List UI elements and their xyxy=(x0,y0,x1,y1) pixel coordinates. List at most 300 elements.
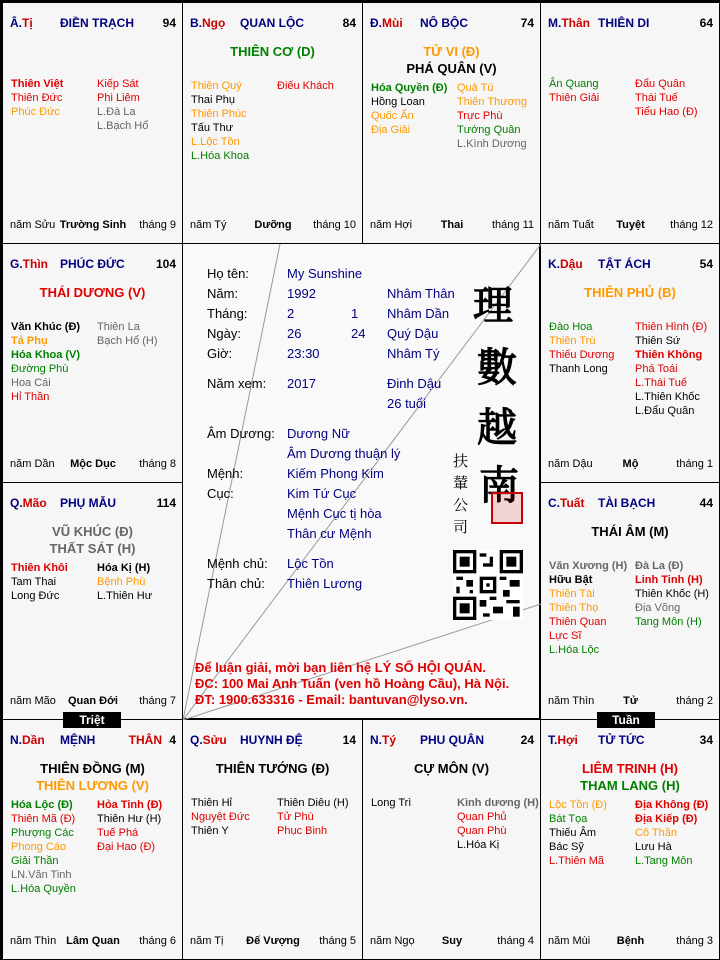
minor-star[interactable]: Đẩu Quân xyxy=(635,78,686,90)
minor-star[interactable]: Tam Thai xyxy=(11,576,57,588)
palace-ty[interactable] xyxy=(2,2,183,244)
palace-name: PHỤ MẪU xyxy=(60,496,116,510)
palace-ngo[interactable] xyxy=(182,2,363,244)
palace-hoi[interactable] xyxy=(540,719,720,960)
minor-star[interactable]: Thanh Long xyxy=(549,363,608,375)
main-star[interactable]: VŨ KHÚC (Đ) xyxy=(52,524,133,539)
minor-star[interactable]: Địa Kiếp (Đ) xyxy=(635,813,698,825)
palace-number: 14 xyxy=(342,733,356,747)
minor-star[interactable]: Kình dương (H) xyxy=(457,797,539,809)
minor-stars-right xyxy=(635,77,698,119)
calligraphy-small-1: 扶 xyxy=(453,452,469,470)
seal-stamp-icon xyxy=(491,492,523,524)
year-lunar: Nhâm Thân xyxy=(387,286,455,301)
minor-star[interactable]: Ân Quang xyxy=(549,78,599,90)
minor-stars-left xyxy=(549,798,607,868)
calligraphy-char-2: 數 xyxy=(477,344,517,391)
main-star[interactable]: PHÁ QUÂN (V) xyxy=(406,61,497,76)
minor-star[interactable]: Thiên Việt xyxy=(11,78,64,90)
palace-year: năm Dậu xyxy=(548,458,593,470)
minor-star[interactable]: Thiếu Dương xyxy=(549,349,615,361)
palace-year: năm Tý xyxy=(190,219,227,231)
minor-stars-right xyxy=(635,798,708,868)
palace-name: THIÊN DI xyxy=(598,16,650,30)
palace-year: năm Ngọ xyxy=(370,935,415,947)
minor-star[interactable]: Thiên Y xyxy=(191,825,229,837)
palace-number: 94 xyxy=(162,16,176,30)
minor-star[interactable]: Thiên Trù xyxy=(549,335,596,347)
minor-star[interactable]: Trực Phù xyxy=(457,110,503,122)
palace-chi: Ngọ xyxy=(202,16,226,30)
minor-star[interactable]: L.Đà La xyxy=(97,106,136,118)
minor-star[interactable]: Thiên Mã (Đ) xyxy=(11,813,76,825)
minor-star[interactable]: Địa Giải xyxy=(371,124,411,136)
hour-label: Giờ: xyxy=(207,346,233,361)
palace-month: tháng 12 xyxy=(670,219,713,231)
palace-dau[interactable] xyxy=(540,243,720,483)
minor-star[interactable]: Thai Phụ xyxy=(191,94,236,106)
minor-star[interactable]: Phi Liêm xyxy=(97,92,140,104)
cuc-1: Kim Tứ Cục xyxy=(287,486,357,501)
minor-star[interactable]: L.Tang Môn xyxy=(635,855,693,867)
amduong-1: Dương Nữ xyxy=(287,426,350,441)
palace-chi: Tý xyxy=(382,733,397,747)
minor-star[interactable]: Địa Võng xyxy=(635,602,681,614)
minor-star[interactable]: Bát Tọa xyxy=(549,813,588,825)
minor-stars-left xyxy=(11,77,63,119)
main-star[interactable]: LIÊM TRINH (H) xyxy=(581,761,679,776)
palace-name: MỆNH xyxy=(60,733,96,747)
palace-chi: Dậu xyxy=(560,257,583,271)
palace-can: C. xyxy=(548,496,560,510)
minor-stars-right xyxy=(277,79,334,93)
palace-year: năm Mão xyxy=(10,695,56,707)
palace-chi: Dần xyxy=(22,733,45,747)
month-label: Tháng: xyxy=(207,306,248,321)
palace-suu[interactable] xyxy=(182,719,363,960)
palace-chi: Sửu xyxy=(202,733,227,747)
palace-header xyxy=(10,257,176,273)
minor-star[interactable]: Thiên Thọ xyxy=(549,602,599,614)
palace-thin[interactable] xyxy=(2,243,183,483)
palace-position xyxy=(190,733,227,747)
palace-footer xyxy=(548,695,713,709)
palace-number: 4 xyxy=(169,733,176,747)
month-num: 1 xyxy=(351,306,359,321)
palace-stage: Mộ xyxy=(622,458,639,470)
minor-star[interactable]: L.Thiên Mã xyxy=(549,855,605,867)
palace-year: năm Mùi xyxy=(548,935,591,947)
minor-star[interactable]: Địa Không (Đ) xyxy=(635,799,709,811)
palace-header xyxy=(190,733,356,749)
minor-stars-right xyxy=(457,81,527,151)
palace-number: 74 xyxy=(520,16,534,30)
palace-position xyxy=(548,496,584,510)
minor-stars-right xyxy=(97,561,152,603)
minor-star[interactable]: Quan Phủ xyxy=(457,811,507,823)
minor-star[interactable]: Hoa Cái xyxy=(11,377,51,389)
palace-stage: Suy xyxy=(441,935,463,947)
palace-number: 54 xyxy=(699,257,713,271)
palace-chi: Tuất xyxy=(560,496,585,510)
minor-stars-left xyxy=(371,796,411,810)
minor-star[interactable]: Thiên Khôi xyxy=(11,562,68,574)
minor-star[interactable]: Bạch Hổ (H) xyxy=(97,335,158,347)
main-stars xyxy=(183,760,362,777)
minor-star[interactable]: Tấu Thư xyxy=(191,122,234,134)
minor-star[interactable]: Hồng Loan xyxy=(371,96,425,108)
palace-chi: Mão xyxy=(22,496,47,510)
minor-star[interactable]: Thiên La xyxy=(97,321,140,333)
minor-star[interactable]: Cô Thần xyxy=(635,827,677,839)
palace-number: 64 xyxy=(699,16,713,30)
main-star[interactable]: THIÊN LƯƠNG (V) xyxy=(36,778,149,793)
minor-star[interactable]: Giải Thần xyxy=(11,855,59,867)
palace-month: tháng 2 xyxy=(676,695,713,707)
minor-star[interactable]: Lưu Hà xyxy=(635,841,672,853)
minor-star[interactable]: Thái Tuế xyxy=(635,92,678,104)
minor-star[interactable]: Thiên Quý xyxy=(191,80,242,92)
minor-star[interactable]: Quan Phù xyxy=(457,825,507,837)
palace-can: M. xyxy=(548,16,562,30)
minor-star[interactable]: L.Hóa Khoa xyxy=(191,150,250,162)
palace-stage: Dưỡng xyxy=(254,219,292,231)
palace-footer xyxy=(548,458,713,472)
palace-stage: Tử xyxy=(623,695,638,707)
minor-star[interactable]: Nguyệt Đức xyxy=(191,811,250,823)
palace-number: 34 xyxy=(699,733,713,747)
main-stars xyxy=(541,760,719,794)
minor-stars-right xyxy=(97,798,162,854)
palace-month: tháng 7 xyxy=(139,695,176,707)
minor-star[interactable]: Thiên Hư (H) xyxy=(97,813,162,825)
palace-stage: Mộc Dục xyxy=(70,458,116,470)
palace-number: 104 xyxy=(155,257,176,271)
main-star[interactable]: THIÊN CƠ (D) xyxy=(230,44,315,59)
minor-star[interactable]: L.Thiên Khốc xyxy=(635,391,700,403)
palace-name: ĐIỀN TRẠCH xyxy=(60,16,134,30)
palace-mui[interactable] xyxy=(362,2,541,244)
minor-stars-left xyxy=(549,320,614,376)
palace-year: năm Tị xyxy=(190,935,224,947)
palace-footer xyxy=(370,219,534,233)
palace-position xyxy=(10,733,45,747)
minor-star[interactable]: Long Đức xyxy=(11,590,60,602)
minor-star[interactable]: Tuế Phá xyxy=(97,827,139,839)
palace-tuat[interactable] xyxy=(540,482,720,720)
calligraphy-small-4: 司 xyxy=(453,518,469,536)
day-label: Ngày: xyxy=(207,326,241,341)
minor-star[interactable]: Thiên Tài xyxy=(549,588,595,600)
minor-stars-right xyxy=(97,77,148,133)
minor-star[interactable]: Điếu Khách xyxy=(277,80,334,92)
minor-stars-left xyxy=(549,77,599,105)
minor-star[interactable]: Đại Hao (Đ) xyxy=(97,841,156,853)
minor-star[interactable]: L.Hóa Quyền xyxy=(11,883,76,895)
view-year-label: Năm xem: xyxy=(207,376,267,391)
palace-year: năm Dần xyxy=(10,458,55,470)
minor-star[interactable]: Hóa Kị (H) xyxy=(97,562,151,574)
minor-star[interactable]: Tả Phụ xyxy=(11,335,48,347)
palace-month: tháng 1 xyxy=(676,458,713,470)
palace-position xyxy=(548,733,578,747)
palace-stage: Đế Vượng xyxy=(246,935,300,947)
palace-stage: Lâm Quan xyxy=(66,935,120,947)
minor-star[interactable]: Thiếu Âm xyxy=(549,827,597,839)
palace-header xyxy=(548,496,713,512)
palace-year: năm Tuất xyxy=(548,219,594,231)
minor-star[interactable]: L.Thiên Hư xyxy=(97,590,153,602)
minor-star[interactable]: Phượng Các xyxy=(11,827,74,839)
hour-value: 23:30 xyxy=(287,346,320,361)
palace-footer xyxy=(10,219,176,233)
palace-header xyxy=(370,733,534,749)
palace-can: N. xyxy=(10,733,22,747)
minor-star[interactable]: Long Trì xyxy=(371,797,412,809)
minor-star[interactable]: LN.Văn Tinh xyxy=(11,869,72,881)
palace-dan[interactable] xyxy=(2,719,183,960)
minor-stars-right xyxy=(635,559,709,629)
palace-position xyxy=(10,496,47,510)
main-star[interactable]: CỰ MÔN (V) xyxy=(413,761,490,776)
minor-star[interactable]: Bệnh Phù xyxy=(97,576,146,588)
minor-star[interactable]: Bác Sỹ xyxy=(549,841,584,853)
main-star[interactable]: TỬ VI (Đ) xyxy=(423,44,480,59)
minor-star[interactable]: Thiên Hình (Đ) xyxy=(635,321,708,333)
minor-star[interactable]: Lộc Tồn (Đ) xyxy=(549,799,607,811)
minor-star[interactable]: L.Lộc Tồn xyxy=(191,136,240,148)
palace-month: tháng 4 xyxy=(497,935,534,947)
palace-can: Â. xyxy=(10,16,22,30)
minor-star[interactable]: Thiên Giải xyxy=(549,92,600,104)
minor-star[interactable]: Hóa Khoa (V) xyxy=(11,349,81,361)
palace-name: NÔ BỘC xyxy=(420,16,468,30)
day-solar: 26 xyxy=(287,326,302,341)
menh-label: Mệnh: xyxy=(207,466,244,481)
palace-month: tháng 9 xyxy=(139,219,176,231)
minor-star[interactable]: L.Bạch Hổ xyxy=(97,120,149,132)
palace-header xyxy=(548,733,713,749)
palace-year: năm Sửu xyxy=(10,219,56,231)
palace-number: 44 xyxy=(699,496,713,510)
palace-name: PHÚC ĐỨC xyxy=(60,257,125,271)
menh-value: Kiếm Phong Kim xyxy=(287,466,384,481)
minor-star[interactable]: Hỉ Thần xyxy=(11,391,50,403)
palace-month: tháng 3 xyxy=(676,935,713,947)
minor-stars-right xyxy=(277,796,349,838)
day-num: 24 xyxy=(351,326,366,341)
palace-can: Q. xyxy=(10,496,23,510)
palace-footer xyxy=(10,935,176,949)
main-star[interactable]: THẤT SÁT (H) xyxy=(49,541,136,556)
palace-header xyxy=(370,16,534,32)
minor-stars-left xyxy=(549,559,627,657)
minor-star[interactable]: Văn Khúc (Đ) xyxy=(11,321,81,333)
palace-month: tháng 10 xyxy=(313,219,356,231)
minor-stars-left xyxy=(11,798,76,896)
palace-stage: Bệnh xyxy=(616,935,645,947)
calligraphy-char-4: 南 xyxy=(479,462,519,509)
minor-stars-left xyxy=(371,81,447,137)
main-stars xyxy=(3,284,182,301)
palace-header xyxy=(548,16,713,32)
name-label: Họ tên: xyxy=(207,266,249,281)
minor-star[interactable]: Thiên Quan xyxy=(549,616,607,628)
name-value: My Sunshine xyxy=(287,266,363,281)
minor-star[interactable]: Lực Sĩ xyxy=(549,630,582,642)
main-star[interactable]: THIÊN PHỦ (B) xyxy=(584,285,676,300)
palace-mao[interactable] xyxy=(2,482,183,720)
palace-footer xyxy=(10,695,176,709)
minor-star[interactable]: Kiếp Sát xyxy=(97,78,139,90)
contact-line-3[interactable]: ĐT: 1900.633316 - Email: bantuvan@lyso.vn. xyxy=(195,692,468,707)
main-stars xyxy=(363,760,540,777)
amduong-label: Âm Dương: xyxy=(207,426,275,441)
palace-footer xyxy=(370,935,534,949)
cuc-3: Thân cư Mệnh xyxy=(287,526,372,541)
minor-star[interactable]: Thiên Phúc xyxy=(191,108,247,120)
minor-star[interactable]: Đà La (Đ) xyxy=(635,560,684,572)
minor-stars-left xyxy=(11,561,68,603)
palace-name: HUYNH ĐỆ xyxy=(240,733,303,747)
palace-position xyxy=(548,16,590,30)
palace-header xyxy=(10,496,176,512)
palace-stage: Tuyệt xyxy=(616,219,645,231)
main-stars xyxy=(541,284,719,301)
palace-position xyxy=(370,733,396,747)
palace-position xyxy=(10,257,48,271)
minor-stars-right xyxy=(457,796,539,852)
palace-position xyxy=(548,257,583,271)
view-year-lunar: Đinh Dậu xyxy=(387,376,442,391)
minor-star[interactable]: Phá Toái xyxy=(635,363,678,375)
minor-star[interactable]: Phục Binh xyxy=(277,825,328,837)
palace-footer xyxy=(548,935,713,949)
minor-star[interactable]: Thiên Đức xyxy=(11,92,63,104)
minor-star[interactable]: Thiên Không xyxy=(635,349,703,361)
palace-chi: Thìn xyxy=(22,257,48,271)
palace-stage: Trường Sinh xyxy=(59,219,127,231)
calligraphy-small-2: 輦 xyxy=(453,474,469,492)
palace-can: Đ. xyxy=(370,16,382,30)
triet-tag: Triệt xyxy=(63,712,121,728)
cuc-label: Cục: xyxy=(207,486,234,501)
palace-can: T. xyxy=(548,733,558,747)
palace-ty2[interactable] xyxy=(362,719,541,960)
palace-chi: Thân xyxy=(561,16,591,30)
minor-star[interactable]: Hóa Lộc (Đ) xyxy=(11,799,73,811)
palace-can: N. xyxy=(370,733,382,747)
center-panel xyxy=(182,243,540,719)
menhchu-label: Mệnh chủ: xyxy=(207,556,268,571)
calligraphy-small-3: 公 xyxy=(453,496,469,514)
minor-star[interactable]: Phúc Đức xyxy=(11,106,60,118)
minor-star[interactable]: Đào Hoa xyxy=(549,321,593,333)
main-star[interactable]: THÁI DƯƠNG (V) xyxy=(39,285,146,300)
minor-star[interactable]: Tướng Quân xyxy=(457,124,521,136)
palace-can: G. xyxy=(10,257,23,271)
palace-extra-label: THÂN xyxy=(128,733,162,747)
palace-header xyxy=(10,733,176,749)
minor-star[interactable]: Thiên Diêu (H) xyxy=(277,797,349,809)
contact-line-2: ĐC: 100 Mai Anh Tuấn (ven hồ Hoàng Cầu), Hà Nội. xyxy=(195,676,510,691)
palace-chi: Hợi xyxy=(557,733,578,747)
year-solar: 1992 xyxy=(287,286,316,301)
minor-star[interactable]: Hỏa Tinh (Đ) xyxy=(97,799,163,811)
minor-star[interactable]: Thiên Sứ xyxy=(635,335,681,347)
minor-star[interactable]: Thiên Thương xyxy=(457,96,528,108)
year-label: Năm: xyxy=(207,286,239,301)
palace-number: 114 xyxy=(156,496,176,510)
minor-star[interactable]: Hóa Quyền (Đ) xyxy=(371,82,448,94)
minor-star[interactable]: L.Đẩu Quân xyxy=(635,405,695,417)
minor-star[interactable]: Đường Phù xyxy=(11,363,69,375)
minor-star[interactable]: L.Hóa Kị xyxy=(457,839,500,851)
palace-name: QUAN LỘC xyxy=(240,16,304,30)
main-stars xyxy=(3,760,182,794)
palace-month: tháng 11 xyxy=(491,219,534,231)
main-star[interactable]: THÁI ÂM (M) xyxy=(591,524,669,539)
hour-lunar: Nhâm Tý xyxy=(387,346,440,361)
minor-star[interactable]: Linh Tinh (H) xyxy=(635,574,703,586)
palace-position xyxy=(370,16,403,30)
palace-can: B. xyxy=(190,16,202,30)
palace-footer xyxy=(190,935,356,949)
minor-star[interactable]: Văn Xương (H) xyxy=(549,560,628,572)
minor-star[interactable]: Quả Tú xyxy=(457,82,494,94)
contact-line-1: Để luận giải, mời bạn liên hệ LÝ SỐ HỘI QUÁN. xyxy=(195,660,486,675)
minor-star[interactable]: L.Kình Dương xyxy=(457,138,527,150)
minor-star[interactable]: L.Thái Tuế xyxy=(635,377,687,389)
minor-stars-left xyxy=(11,320,80,404)
main-stars xyxy=(3,523,182,557)
minor-star[interactable]: Thiên Hỉ xyxy=(191,797,232,809)
day-lunar: Quý Dậu xyxy=(387,326,439,341)
qr-code-icon[interactable] xyxy=(453,550,523,620)
minor-star[interactable]: L.Hóa Lộc xyxy=(549,644,600,656)
palace-number: 84 xyxy=(342,16,356,30)
palace-than[interactable] xyxy=(540,2,720,244)
palace-chi: Tị xyxy=(22,16,33,30)
main-star[interactable]: THAM LANG (H) xyxy=(580,778,680,793)
minor-star[interactable]: Tang Môn (H) xyxy=(635,616,702,628)
minor-star[interactable]: Thiên Khốc (H) xyxy=(635,588,709,600)
calligraphy-char-3: 越 xyxy=(477,404,517,451)
palace-stage: Quan Đới xyxy=(68,695,118,707)
tuan-tag: Tuần xyxy=(597,712,655,728)
main-stars xyxy=(541,523,719,540)
palace-year: năm Thìn xyxy=(10,935,57,947)
minor-star[interactable]: Quốc Ấn xyxy=(371,110,414,122)
palace-month: tháng 6 xyxy=(139,935,176,947)
palace-number: 24 xyxy=(520,733,534,747)
minor-stars-right xyxy=(97,320,158,348)
minor-star[interactable]: Hữu Bật xyxy=(549,574,593,586)
main-star[interactable]: THIÊN TƯỚNG (Đ) xyxy=(215,761,330,776)
palace-position xyxy=(10,16,33,30)
main-star[interactable]: THIÊN ĐỒNG (M) xyxy=(40,761,145,776)
minor-stars-left xyxy=(191,796,250,838)
palace-footer xyxy=(190,219,356,233)
palace-name: TỬ TỨC xyxy=(598,733,645,747)
minor-star[interactable]: Tiểu Hao (Đ) xyxy=(635,106,698,118)
thanchu-label: Thân chủ: xyxy=(207,576,265,591)
minor-star[interactable]: Phong Cáo xyxy=(11,841,67,853)
main-stars xyxy=(363,43,540,77)
palace-position xyxy=(190,16,225,30)
view-year: 2017 xyxy=(287,376,316,391)
minor-star[interactable]: Tử Phù xyxy=(277,811,314,823)
